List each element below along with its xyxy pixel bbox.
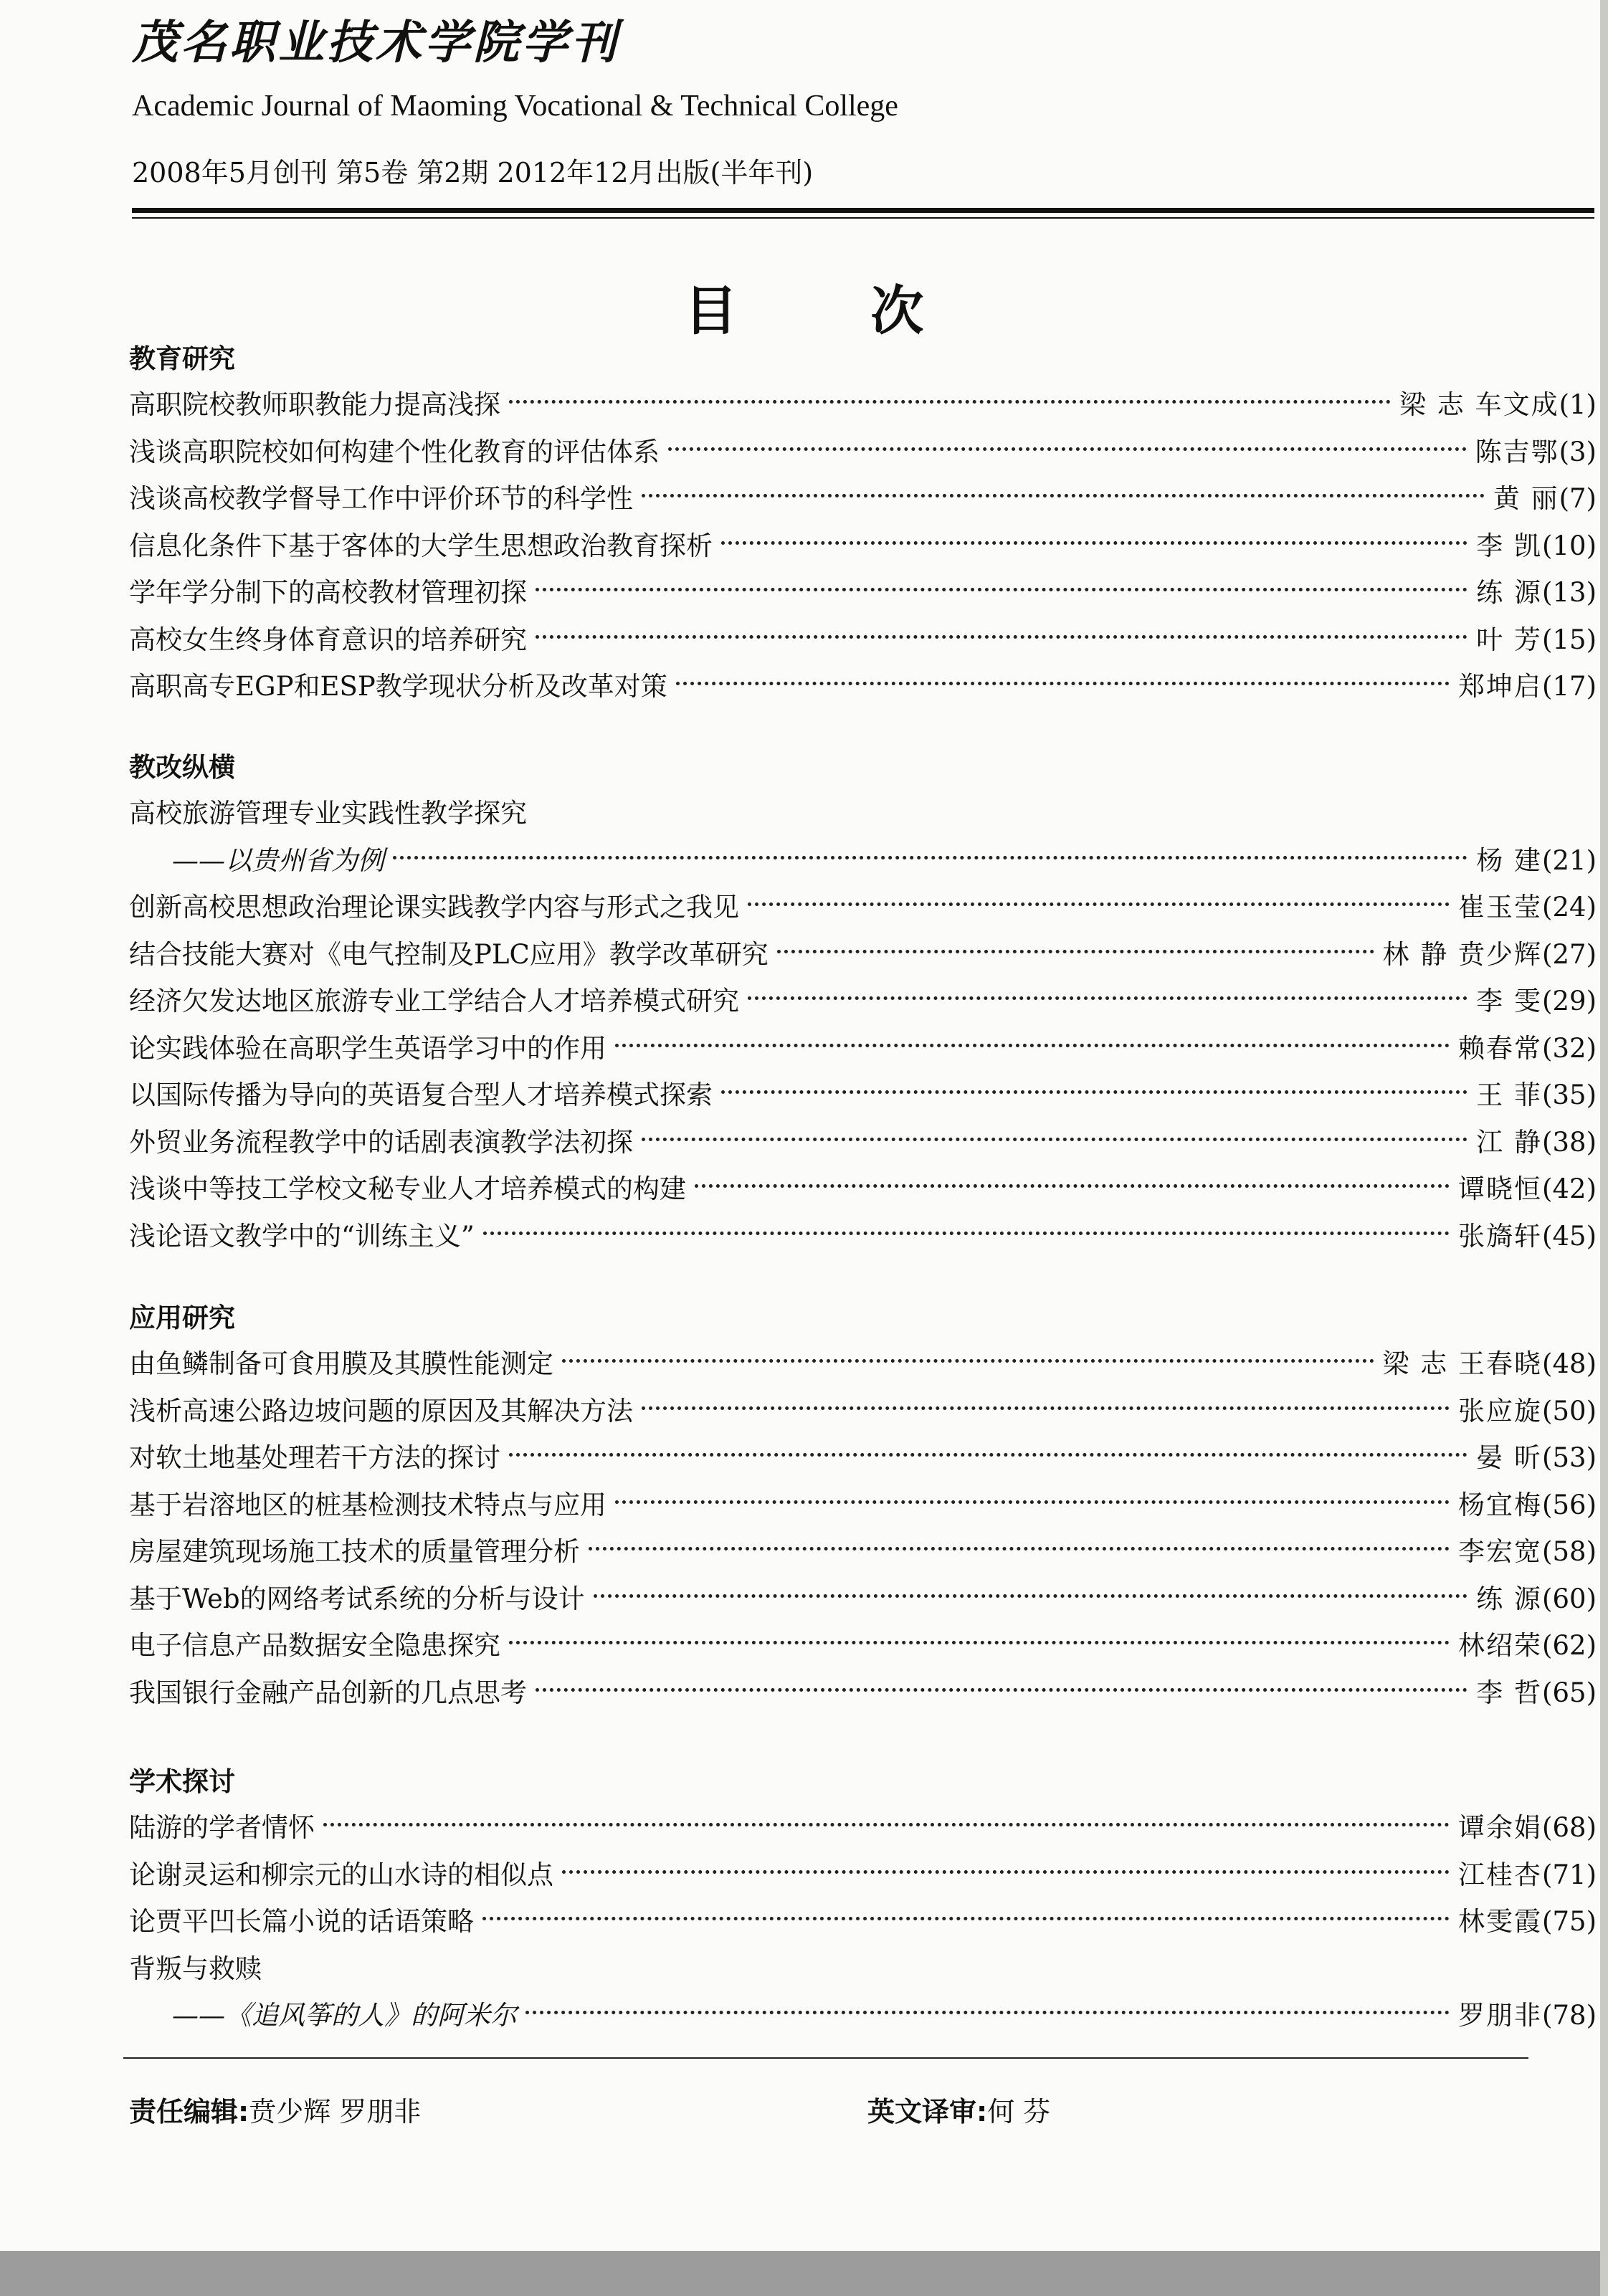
entry-author: 张应旋 (1458, 1395, 1543, 1426)
leader-dots (676, 682, 1450, 685)
toc-entry[interactable] (129, 1898, 1597, 1945)
leader-dots (589, 1547, 1450, 1550)
entry-title: 浅析高速公路边坡问题的原因及其解决方法 (129, 1395, 633, 1426)
entry-page: (62) (1542, 1630, 1597, 1661)
leader-dots (615, 1500, 1450, 1504)
toc-entry-subtitle[interactable] (172, 837, 1597, 885)
entry-title: 电子信息产品数据安全隐患探究 (129, 1630, 500, 1661)
toc-entry[interactable] (129, 1576, 1597, 1623)
leader-dots (777, 950, 1374, 953)
toc-entry[interactable] (129, 1340, 1597, 1388)
toc-entry[interactable] (129, 1213, 1597, 1260)
entry-page: (15) (1542, 624, 1597, 655)
entry-author: 李 雯 (1476, 986, 1543, 1016)
entry-author: 李宏宽 (1458, 1536, 1543, 1567)
entry-author: 林绍荣 (1458, 1630, 1543, 1661)
issue-info: 2008年5月创刊 第5卷 第2期 2012年12月出版(半年刊) (132, 157, 814, 189)
leader-dots (721, 541, 1467, 545)
entry-author: 林雯霞 (1458, 1906, 1543, 1937)
toc-entry[interactable] (129, 429, 1597, 476)
leader-dots (525, 2011, 1450, 2014)
leader-dots (642, 1138, 1467, 1141)
scan-bottom-edge (0, 2251, 1608, 2296)
journal-title-en: Academic Journal of Maoming Vocational & Technical College (132, 90, 898, 123)
entry-page: (17) (1542, 671, 1597, 702)
entry-title: 信息化条件下基于客体的大学生思想政治教育探析 (129, 530, 713, 561)
toc-entry[interactable] (129, 1622, 1597, 1669)
entry-title: 房屋建筑现场施工技术的质量管理分析 (129, 1536, 580, 1567)
entry-author: 郑坤启 (1458, 671, 1543, 702)
entry-page: (56) (1542, 1489, 1597, 1520)
leader-dots (536, 635, 1467, 639)
toc-entry[interactable] (129, 978, 1597, 1025)
entry-title: 论贾平凹长篇小说的话语策略 (129, 1906, 474, 1937)
header-rule-thick (132, 208, 1594, 213)
entry-page: (45) (1542, 1220, 1597, 1252)
entry-page: (29) (1542, 986, 1597, 1016)
entry-page: (60) (1542, 1583, 1597, 1614)
leader-dots (642, 494, 1485, 497)
entry-title: 高校旅游管理专业实践性教学探究 (129, 798, 527, 829)
entry-page: (21) (1542, 844, 1597, 876)
entry-author: 杨 建 (1476, 844, 1543, 876)
toc-entry[interactable] (129, 1119, 1597, 1166)
section-heading: 教改纵横 (129, 752, 235, 783)
entry-title: 由鱼鳞制备可食用膜及其膜性能测定 (129, 1348, 553, 1379)
entry-author: 江桂杏 (1458, 1859, 1543, 1890)
toc-entry[interactable] (129, 1945, 1597, 1993)
entry-author: 张旖轩 (1458, 1220, 1543, 1252)
translator-name: 何 芬 (987, 2096, 1051, 2128)
entry-author: 叶 芳 (1476, 624, 1543, 655)
leader-dots (323, 1823, 1450, 1826)
entry-page: (53) (1542, 1442, 1597, 1473)
entry-title: 浅谈高校教学督导工作中评价环节的科学性 (129, 483, 633, 514)
entry-author: 王 菲 (1476, 1080, 1543, 1110)
leader-dots (642, 1406, 1450, 1410)
entry-title: 高职高专EGP和ESP教学现状分析及改革对策 (129, 671, 667, 702)
leader-dots (615, 1044, 1450, 1047)
entry-author: 杨宜梅 (1458, 1489, 1543, 1520)
entry-author: 江 静 (1476, 1126, 1543, 1158)
toc-title: 目 次 (684, 280, 924, 342)
entry-title: 论谢灵运和柳宗元的山水诗的相似点 (129, 1859, 553, 1890)
leader-dots (562, 1359, 1374, 1363)
toc-entry[interactable] (129, 1528, 1597, 1576)
translator-credit (867, 2090, 1050, 2129)
entry-title: 我国银行金融产品创新的几点思考 (129, 1677, 527, 1708)
entry-page: (27) (1542, 938, 1597, 970)
toc-entry[interactable] (129, 1434, 1597, 1482)
toc-entry[interactable] (129, 569, 1597, 616)
entry-author: 林 静 贲少辉 (1382, 938, 1543, 970)
entry-page: (32) (1542, 1032, 1597, 1064)
entry-title: 外贸业务流程教学中的话剧表演教学法初探 (129, 1126, 633, 1158)
entry-page: (48) (1542, 1348, 1597, 1379)
leader-dots (721, 1090, 1467, 1094)
footer-rule (123, 2057, 1528, 2059)
editor-names: 贲少辉 罗朋非 (249, 2096, 422, 2128)
leader-dots (594, 1594, 1468, 1598)
entry-title: 对软土地基处理若干方法的探讨 (129, 1442, 500, 1473)
toc-entry[interactable] (129, 1072, 1597, 1119)
entry-title: 浅谈高职院校如何构建个性化教育的评估体系 (129, 436, 660, 467)
entry-author: 练 源 (1476, 577, 1543, 608)
entry-title: 高职院校教师职教能力提高浅探 (129, 389, 500, 420)
editor-credit (129, 2090, 421, 2129)
toc-entry[interactable] (129, 523, 1597, 570)
entry-page: (35) (1542, 1080, 1597, 1110)
entry-title: 创新高校思想政治理论课实践教学内容与形式之我见 (129, 892, 739, 923)
entry-author: 赖春常 (1458, 1032, 1543, 1064)
section-heading: 教育研究 (129, 343, 235, 374)
entry-page: (68) (1542, 1812, 1597, 1843)
toc-entry[interactable] (129, 884, 1597, 931)
entry-author: 谭余娟 (1458, 1812, 1543, 1843)
entry-title: 基于Web的网络考试系统的分析与设计 (129, 1583, 585, 1614)
entry-title: 陆游的学者情怀 (129, 1812, 315, 1843)
toc-entry[interactable] (129, 475, 1597, 523)
leader-dots (562, 1870, 1450, 1874)
toc-entry[interactable] (129, 1852, 1597, 1899)
entry-title: 学年学分制下的高校教材管理初探 (129, 577, 527, 608)
entry-author: 梁 志 车文成 (1399, 389, 1559, 420)
leader-dots (695, 1184, 1450, 1188)
header-rule-thin (132, 217, 1594, 219)
entry-page: (75) (1542, 1906, 1597, 1937)
entry-title: 经济欠发达地区旅游专业工学结合人才培养模式研究 (129, 986, 739, 1016)
leader-dots (536, 588, 1467, 591)
toc-entry[interactable] (129, 616, 1597, 664)
entry-page: (10) (1542, 530, 1597, 561)
entry-page: (65) (1542, 1677, 1597, 1708)
leader-dots (483, 1232, 1450, 1235)
leader-dots (668, 447, 1467, 451)
entry-page: (13) (1542, 577, 1597, 608)
toc-entry[interactable] (129, 663, 1597, 710)
entry-author: 练 源 (1476, 1583, 1543, 1614)
entry-page: (71) (1542, 1859, 1597, 1890)
toc-entry[interactable] (129, 1388, 1597, 1435)
entry-page: (58) (1542, 1536, 1597, 1567)
toc-entry[interactable] (129, 1669, 1597, 1717)
leader-dots (748, 996, 1467, 1000)
leader-dots (509, 1453, 1467, 1457)
toc-entry[interactable] (129, 1804, 1597, 1852)
leader-dots (748, 902, 1450, 906)
entry-author: 黄 丽 (1493, 483, 1559, 514)
section-heading: 应用研究 (129, 1302, 235, 1333)
entry-author: 崔玉莹 (1458, 892, 1543, 923)
entry-author: 李 哲 (1476, 1677, 1543, 1708)
entry-author: 晏 昕 (1476, 1442, 1543, 1473)
entry-author: 谭晓恒 (1458, 1173, 1543, 1204)
entry-title: 论实践体验在高职学生英语学习中的作用 (129, 1032, 606, 1064)
entry-page: (38) (1542, 1126, 1597, 1158)
translator-label: 英文译审: (867, 2096, 988, 2128)
leader-dots (393, 856, 1467, 859)
toc-entry-subtitle[interactable] (172, 1992, 1597, 2039)
entry-author: 梁 志 王春晓 (1382, 1348, 1543, 1379)
toc-entry[interactable] (129, 381, 1597, 429)
entry-title: 浅谈中等技工学校文秘专业人才培养模式的构建 (129, 1173, 686, 1204)
entry-page: (42) (1542, 1173, 1597, 1204)
editor-label: 责任编辑: (129, 2096, 249, 2128)
entry-page: (78) (1542, 2000, 1597, 2031)
toc-entry[interactable] (129, 1025, 1597, 1072)
leader-dots (482, 1917, 1450, 1920)
entry-title: 背叛与救赎 (129, 1953, 262, 1984)
entry-page: (1) (1559, 389, 1597, 420)
toc-entry[interactable] (129, 790, 1597, 837)
entry-author: 罗朋非 (1458, 2000, 1543, 2031)
entry-page: (24) (1542, 892, 1597, 923)
leader-dots (509, 400, 1391, 404)
journal-title-cn: 茂名职业技术学院学刊 (132, 16, 619, 70)
entry-author: 陈吉鄂 (1475, 436, 1559, 467)
toc-entry[interactable] (129, 931, 1597, 978)
scan-right-edge (1600, 0, 1608, 2296)
entry-title: 高校女生终身体育意识的培养研究 (129, 624, 527, 655)
entry-subtitle: ——《追风筝的人》的阿米尔 (172, 2000, 517, 2031)
entry-title: 基于岩溶地区的桩基检测技术特点与应用 (129, 1489, 606, 1520)
entry-page: (3) (1559, 436, 1597, 467)
entry-title: 结合技能大赛对《电气控制及PLC应用》教学改革研究 (129, 938, 769, 970)
section-heading: 学术探讨 (129, 1766, 235, 1797)
toc-entry[interactable] (129, 1482, 1597, 1529)
entry-page: (7) (1559, 483, 1597, 514)
entry-page: (50) (1542, 1395, 1597, 1426)
entry-title: 以国际传播为导向的英语复合型人才培养模式探索 (129, 1080, 713, 1110)
entry-subtitle: ——以贵州省为例 (172, 844, 384, 876)
toc-entry[interactable] (129, 1166, 1597, 1213)
entry-author: 李 凯 (1476, 530, 1543, 561)
entry-title: 浅论语文教学中的“训练主义” (129, 1220, 475, 1252)
leader-dots (536, 1688, 1467, 1692)
leader-dots (509, 1641, 1450, 1644)
